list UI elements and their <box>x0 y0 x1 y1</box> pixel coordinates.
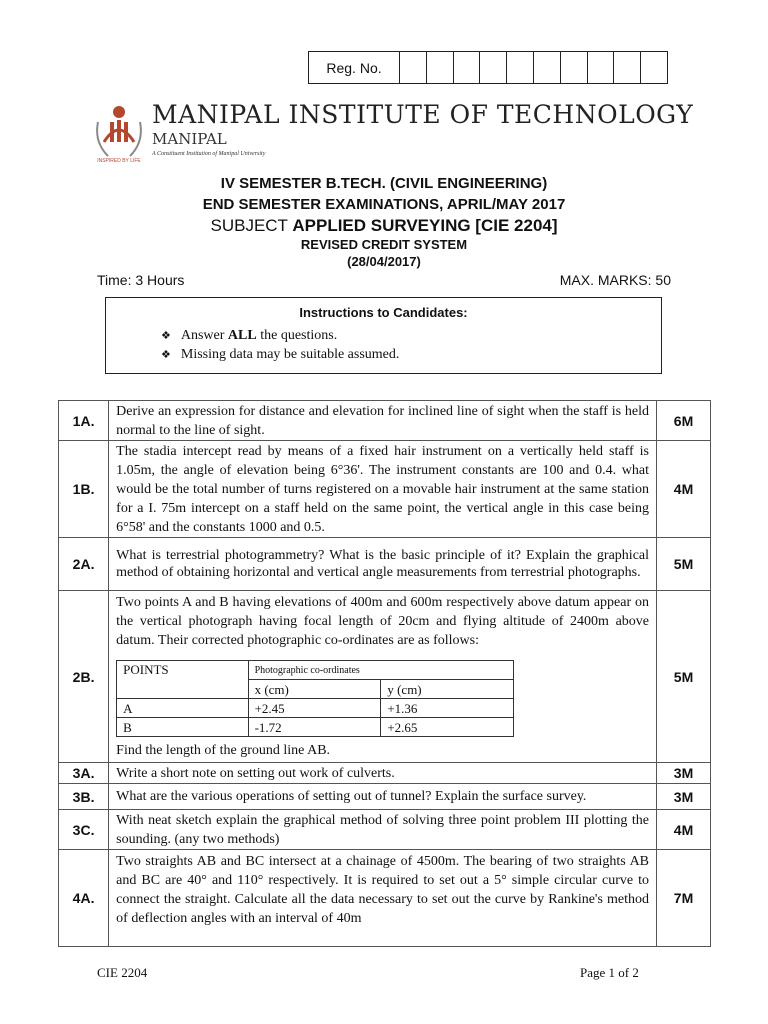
question-row <box>59 441 711 538</box>
institute-logo-icon <box>90 98 148 164</box>
question-text: What are the various operations of setting out of tunnel? Explain the surface survey. <box>109 784 657 810</box>
reg-no-digit-box <box>561 52 588 83</box>
instruction-text: Answer <box>180 328 228 343</box>
exam-date: (28/04/2017) <box>347 254 421 269</box>
question-number: 2A. <box>59 538 109 591</box>
question-text: With neat sketch explain the graphical method of solving three point problem III plotting the sounding. (any two methods) <box>109 810 657 850</box>
subject-prefix: SUBJECT <box>210 216 293 235</box>
questions-table <box>58 400 711 947</box>
exam-duration: Time: 3 Hours <box>97 272 185 288</box>
coord-header-row <box>117 661 514 680</box>
svg-text:INSPIRED BY LIFE: INSPIRED BY LIFE <box>97 158 141 164</box>
question-text: What is terrestrial photogrammetry? What is the basic principle of it? Explain the graphical method of obtaining horizontal and vertical angle measurements from terrestrial photographs. <box>109 538 657 591</box>
reg-no-digit-box <box>614 52 641 83</box>
question-text: Two straights AB and BC intersect at a chainage of 4500m. The bearing of two straights AB and BC are 40° and 110° respectively. It is required to set out a 5° simple circular curve to connect the straight. Calculate all the data necessary to set out the curve by Rankine's method of deflection angles with an interval of 40m <box>109 850 657 947</box>
reg-no-digit-box <box>427 52 454 83</box>
reg-no-digit-box <box>588 52 615 83</box>
max-marks: MAX. MARKS: 50 <box>559 272 671 288</box>
credit-system-line: REVISED CREDIT SYSTEM <box>300 237 468 252</box>
institute-city: MANIPAL <box>152 130 227 148</box>
question-marks: 4M <box>657 810 711 850</box>
reg-no-digit-box <box>454 52 481 83</box>
question-text: Two points A and B having elevations of 400m and 600m respectively above datum appear on the vertical photograph having focal length of 20cm and flying altitude of 2400m above datum. Their corrected photographic co-ordinates are as follows: <box>116 595 650 648</box>
instruction-text: the questions. <box>256 328 338 343</box>
question-marks: 4M <box>657 441 711 538</box>
question-text: Write a short note on setting out work of culverts. <box>109 763 657 784</box>
question-followup: Find the length of the ground line AB. <box>116 743 331 758</box>
coord-y: +2.65 <box>381 718 514 737</box>
question-marks: 5M <box>657 538 711 591</box>
reg-no-digit-box <box>507 52 534 83</box>
coord-col-y: y (cm) <box>381 680 514 699</box>
question-marks: 6M <box>657 401 711 441</box>
question-row <box>59 810 711 850</box>
instruction-emphasis: ALL <box>227 328 257 343</box>
question-number: 3B. <box>59 784 109 810</box>
coord-col-points: POINTS <box>117 661 248 699</box>
coord-x: -1.72 <box>248 718 381 737</box>
coord-row <box>117 718 514 737</box>
question-row <box>59 850 711 947</box>
footer-course-code: CIE 2204 <box>97 965 148 980</box>
instruction-item <box>161 328 337 344</box>
question-number: 3C. <box>59 810 109 850</box>
semester-line: IV SEMESTER B.TECH. (CIVIL ENGINEERING) <box>220 175 548 192</box>
question-number: 1B. <box>59 441 109 538</box>
coord-row <box>117 699 514 718</box>
reg-no-digit-box <box>400 52 427 83</box>
reg-no-digit-box <box>641 52 667 83</box>
diamond-bullet-icon: ❖ <box>161 349 171 361</box>
question-marks: 5M <box>657 591 711 763</box>
question-number: 1A. <box>59 401 109 441</box>
photographic-coordinates-table <box>116 660 514 737</box>
institute-name: MANIPAL INSTITUTE OF TECHNOLOGY <box>152 100 694 129</box>
instruction-text: Missing data may be suitable assumed. <box>180 347 400 362</box>
question-row <box>59 591 711 763</box>
coord-col-x: x (cm) <box>248 680 381 699</box>
reg-no-label: Reg. No. <box>309 52 400 83</box>
question-marks: 3M <box>657 763 711 784</box>
question-number: 2B. <box>59 591 109 763</box>
question-text: The stadia intercept read by means of a fixed hair instrument on a vertically held staff is 1.05m, the angle of elevation being 6°36'. The instrument constants are 100 and 0.4. what would be the total number of turns registered on a movable hair instrument at the same station for a I. 75m intercept on a staff held on the same point, the vertical angle in this case being 6°58' and the constants 1000 and 0.5. <box>109 441 657 538</box>
coord-x: +2.45 <box>248 699 381 718</box>
instructions-box <box>105 297 662 374</box>
question-row <box>59 763 711 784</box>
question-number: 3A. <box>59 763 109 784</box>
coord-point: A <box>117 699 248 718</box>
instructions-title: Instructions to Candidates: <box>299 305 468 320</box>
coord-group-header: Photographic co-ordinates <box>248 661 514 680</box>
constituent-line: A Constituent Institution of Manipal University <box>152 151 266 157</box>
coord-y: +1.36 <box>381 699 514 718</box>
reg-no-digit-box <box>480 52 507 83</box>
question-row <box>59 401 711 441</box>
coord-point: B <box>117 718 248 737</box>
question-text: Derive an expression for distance and elevation for inclined line of sight when the staff is held normal to the line of sight. <box>109 401 657 441</box>
examination-line: END SEMESTER EXAMINATIONS, APRIL/MAY 2017 <box>202 196 566 213</box>
reg-no-box <box>308 51 668 84</box>
subject-name: APPLIED SURVEYING [CIE 2204] <box>292 216 558 235</box>
question-cell <box>109 591 657 763</box>
question-row <box>59 538 711 591</box>
question-row <box>59 784 711 810</box>
question-number: 4A. <box>59 850 109 947</box>
question-marks: 3M <box>657 784 711 810</box>
reg-no-digit-box <box>534 52 561 83</box>
diamond-bullet-icon: ❖ <box>161 330 171 342</box>
footer-page-number: Page 1 of 2 <box>580 965 639 980</box>
question-marks: 7M <box>657 850 711 947</box>
subject-line <box>0 216 768 236</box>
instruction-item <box>161 347 399 363</box>
